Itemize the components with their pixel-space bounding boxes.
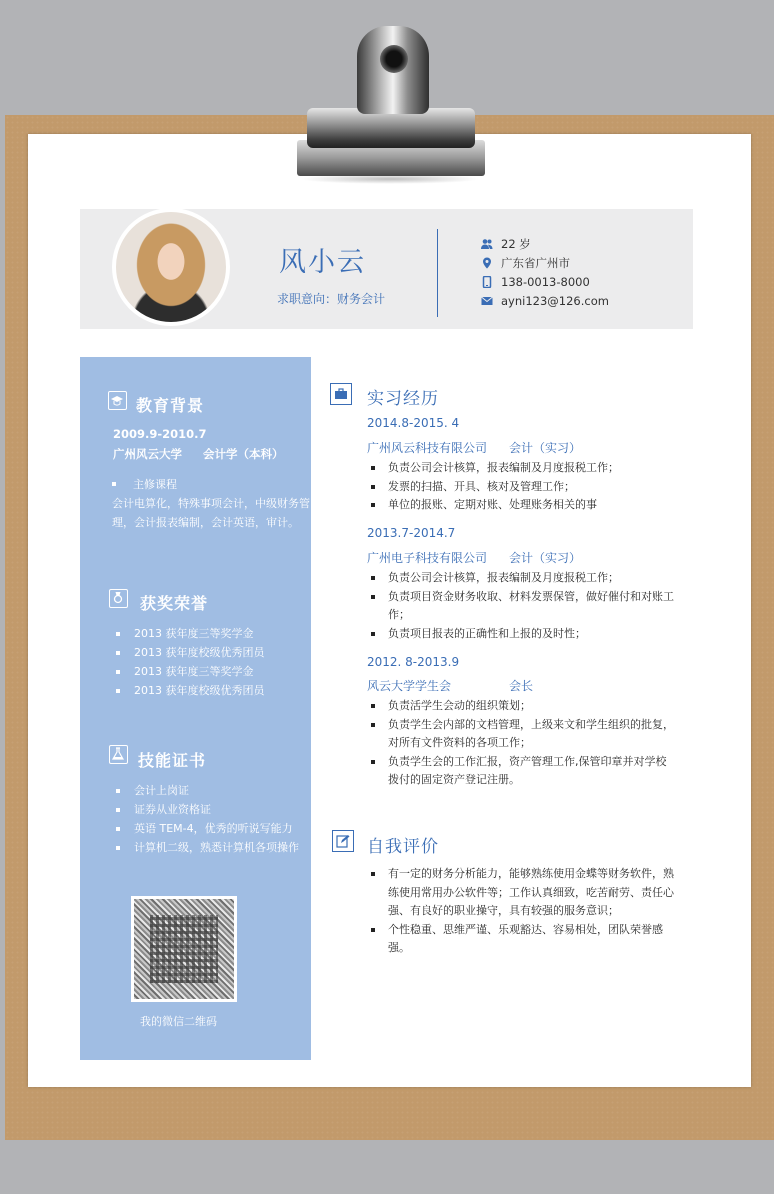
mail-icon (481, 295, 493, 307)
self-eval-title: 自我评价 (367, 837, 439, 857)
phone-icon (481, 276, 493, 288)
education-title: 教育背景 (136, 396, 205, 415)
info-phone-text: 138-0013-8000 (501, 275, 590, 289)
location-pin-icon (481, 257, 493, 269)
briefcase-icon (330, 383, 352, 405)
internship-3-duties (371, 697, 676, 790)
courses-line-1: 会计电算化，特殊事项会计，中级财务管 (112, 497, 310, 510)
courses-label (112, 476, 177, 492)
internship-1-org: 广州风云科技有限公司 (367, 441, 488, 455)
internship-1-period: 2014.8-2015. 4 (367, 416, 460, 430)
list-item: 2013 获年度校级优秀团员 (116, 681, 265, 700)
flask-icon (109, 745, 128, 764)
list-item: 负责项目报表的正确性和上报的及时性； (371, 625, 676, 644)
internship-2-role: 会计（实习） (509, 551, 582, 565)
info-email (481, 293, 609, 309)
list-item: 2013 获年度三等奖学金 (116, 624, 265, 643)
internship-3-period: 2012. 8-2013.9 (367, 655, 460, 669)
internship-3-role: 会长 (509, 679, 534, 693)
job-objective: 求职意向：财务会计 (277, 292, 386, 306)
list-item: 负责公司会计核算，报表编制及月度报税工作； (371, 459, 676, 478)
binder-clip-hole (380, 45, 408, 73)
list-item: 负责公司会计核算，报表编制及月度报税工作； (371, 569, 676, 588)
education-period: 2009.9-2010.7 (113, 427, 207, 441)
list-item: 有一定的财务分析能力，能够熟练使用金蝶等财务软件，熟练使用常用办公软件等；工作认真细致，吃苦耐劳、责任心强、有良好的职业操守，具有较强的服务意识； (371, 865, 676, 921)
list-item: 会计上岗证 (116, 781, 299, 800)
internship-3-org: 风云大学学生会 (367, 679, 452, 693)
skills-list (116, 781, 299, 857)
awards-list (116, 624, 265, 700)
list-item: 2013 获年度三等奖学金 (116, 662, 265, 681)
medal-icon (109, 589, 128, 608)
education-school: 广州风云大学 (113, 447, 182, 461)
list-item: 个性稳重、思维严谨、乐观豁达、容易相处，团队荣誉感强。 (371, 921, 676, 958)
list-item: 2013 获年度校级优秀团员 (116, 643, 265, 662)
info-age (481, 236, 531, 252)
info-age-text: 22 岁 (501, 237, 531, 251)
graduation-cap-icon (108, 391, 127, 410)
internship-2-period: 2013.7-2014.7 (367, 526, 456, 540)
education-major: 会计学（本科） (203, 447, 284, 461)
list-item: 发票的扫描、开具、核对及管理工作； (371, 478, 676, 497)
list-item: 计算机二级，熟悉计算机各项操作 (116, 838, 299, 857)
info-location-text: 广东省广州市 (501, 256, 570, 270)
user-icon (481, 238, 493, 250)
bullet (112, 482, 116, 486)
qr-pattern (150, 915, 218, 983)
internship-2-duties (371, 569, 676, 643)
awards-title: 获奖荣誉 (140, 594, 209, 613)
courses-label-text: 主修课程 (133, 478, 177, 491)
internship-2-org: 广州电子科技有限公司 (367, 551, 488, 565)
binder-clip-base (307, 108, 475, 148)
info-email-text: ayni123@126.com (501, 294, 609, 308)
edit-icon (332, 830, 354, 852)
list-item: 证券从业资格证 (116, 800, 299, 819)
internship-1-role: 会计（实习） (509, 441, 582, 455)
skills-title: 技能证书 (138, 751, 207, 770)
info-phone (481, 274, 590, 290)
courses-line-2: 理，会计报表编制，会计英语，审计。 (112, 516, 299, 529)
internship-1-duties (371, 459, 676, 515)
list-item: 英语 TEM-4，优秀的听说写能力 (116, 819, 299, 838)
candidate-name: 风小云 (279, 247, 366, 278)
list-item: 负责项目资金财务收取、材料发票保管，做好催付和对账工作； (371, 588, 676, 625)
list-item: 单位的报账、定期对账、处理账务相关的事 (371, 496, 676, 515)
avatar (112, 208, 230, 326)
qr-caption: 我的微信二维码 (140, 1015, 217, 1028)
list-item: 负责活学生会动的组织策划； (371, 697, 676, 716)
list-item: 负责学生会内部的文档管理，上级来文和学生组织的批复，对所有文件资料的各项工作； (371, 716, 676, 753)
wechat-qr-code[interactable] (131, 896, 237, 1002)
header-divider (437, 229, 438, 317)
list-item: 负责学生会的工作汇报，资产管理工作,保管印章并对学校拨付的固定资产登记注册。 (371, 753, 676, 790)
internship-title: 实习经历 (367, 389, 439, 409)
self-eval-list (371, 865, 676, 958)
info-location (481, 255, 570, 271)
